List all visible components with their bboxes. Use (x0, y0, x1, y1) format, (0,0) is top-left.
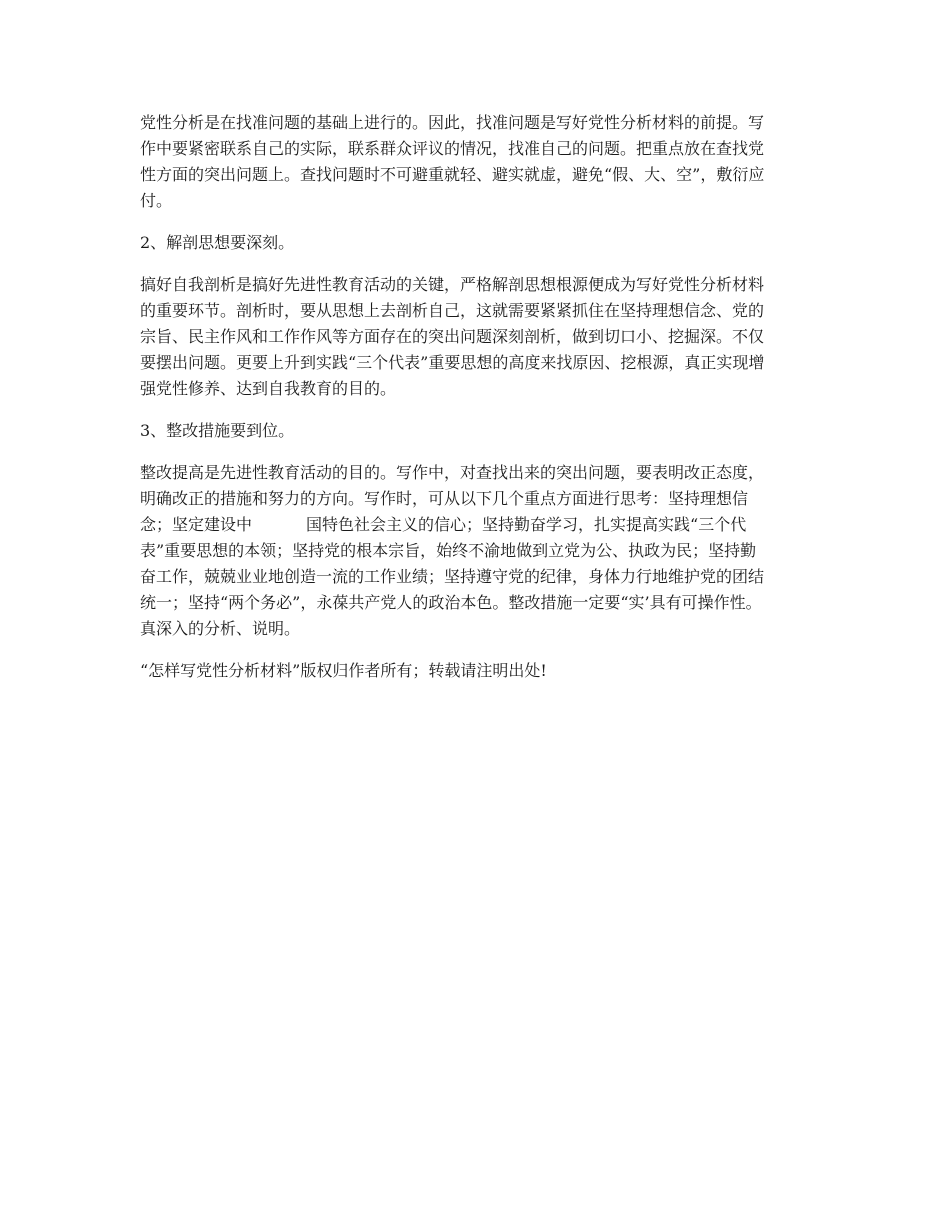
text-line: 表”重要思想的本领；坚持党的根本宗旨，始终不渝地做到立党为公、执政为民；坚持勤 (140, 541, 757, 560)
heading-text: 2、解剖思想要深刻。 (140, 233, 295, 252)
text-line: 作中要紧密联系自己的实际，联系群众评议的情况，找准自己的问题。把重点放在查找党 (140, 139, 765, 158)
text-line: 统一；坚持“两个务必”，永葆共产党人的政治本色。整改措施一定要“实’具有可操作性。 (140, 593, 762, 612)
text-fragment: 国特色社会主义的信心；坚持勤奋学习，扎实提高实践“三个代 (306, 515, 747, 534)
text-line: 的重要环节。剖析时，要从思想上去剖析自己，这就需要紧紧抓住在坚持理想信念、党的 (140, 301, 765, 320)
text-fragment: 念；坚定建设中 (140, 515, 253, 534)
text-line: 整改提高是先进性教育活动的目的。写作中，对查找出来的突出问题，要表明改正态度， (140, 463, 765, 482)
text-line: 奋工作，兢兢业业地创造一流的工作业绩；坚持遵守党的纪律，身体力行地维护党的团结 (140, 567, 765, 586)
document-body (140, 110, 812, 700)
paragraph-rectification (140, 460, 812, 642)
text-line: 真深入的分析、说明。 (140, 619, 301, 638)
copyright-text: “怎样写党性分析材料”版权归作者所有；转载请注明出处! (140, 661, 547, 680)
copyright-note (140, 658, 812, 684)
text-line: 性方面的突出问题上。查找问题时不可避重就轻、避实就虚，避免“假、大、空”，敷衍应 (140, 165, 765, 184)
text-line: 强党性修养、达到自我教育的目的。 (140, 379, 397, 398)
paragraph-problem-finding (140, 110, 812, 214)
text-line: 党性分析是在找准问题的基础上进行的。因此，找准问题是写好党性分析材料的前提。写 (140, 113, 765, 132)
text-line: 宗旨、民主作风和工作作风等方面存在的突出问题深刻剖析，做到切口小、挖掘深。不仅 (140, 327, 765, 346)
section-heading-2 (140, 230, 812, 256)
text-line: 搞好自我剖析是搞好先进性教育活动的关键，严格解剖思想根源便成为写好党性分析材料 (140, 275, 765, 294)
text-line: 要摆出问题。更要上升到实践“三个代表”重要思想的高度来找原因、挖根源，真正实现增 (140, 353, 765, 372)
text-line: 明确改正的措施和努力的方向。写作时，可从以下几个重点方面进行思考：坚持理想信 (140, 489, 749, 508)
section-heading-3 (140, 418, 812, 444)
text-line: 付。 (140, 191, 173, 210)
text-line-split (140, 512, 812, 538)
heading-text: 3、整改措施要到位。 (140, 421, 295, 440)
paragraph-self-analysis (140, 272, 812, 402)
